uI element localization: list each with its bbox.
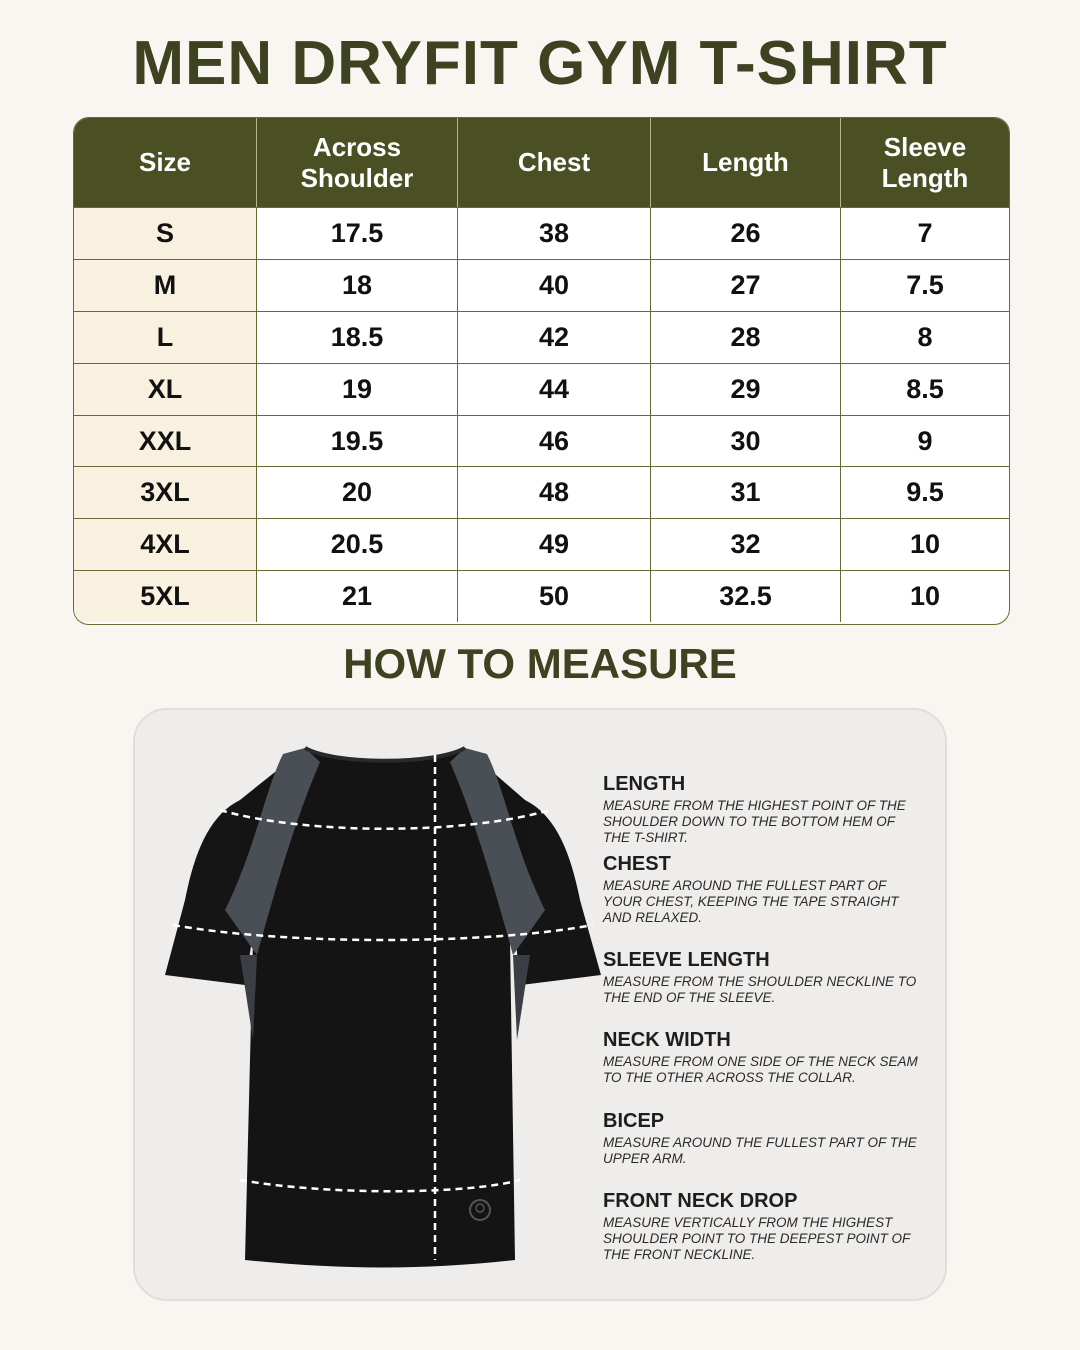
- cell-sleeve-length: 10: [909, 581, 941, 612]
- t-shirt-illustration: [165, 740, 605, 1270]
- cell-size: 3XL: [74, 467, 257, 518]
- cell-length: 32: [651, 519, 841, 570]
- cell-sleeve-length: 8: [917, 321, 933, 352]
- measure-item-front-neck-drop: [603, 1189, 923, 1263]
- cell-chest: 42: [458, 312, 651, 363]
- measure-desc: MEASURE FROM THE SHOULDER NECKLINE TO THE END OF THE SLEEVE.: [603, 974, 917, 1005]
- measure-item-neck-width: [603, 1028, 923, 1086]
- measure-item-bicep: [603, 1109, 923, 1167]
- cell-chest: 44: [458, 364, 651, 415]
- cell-chest: 49: [458, 519, 651, 570]
- cell-across-shoulder: 20.5: [257, 519, 458, 570]
- cell-across-shoulder: 17.5: [257, 208, 458, 259]
- measure-desc: MEASURE VERTICALLY FROM THE HIGHEST SHOULDER POINT TO THE DEEPEST POINT OF THE FRONT NECKLINE.: [603, 1215, 911, 1262]
- cell-length: 31: [651, 467, 841, 518]
- table-row: [74, 363, 1009, 415]
- cell-length: 32.5: [651, 571, 841, 622]
- cell-chest: 40: [458, 260, 651, 311]
- measure-desc: MEASURE AROUND THE FULLEST PART OF THE UPPER ARM.: [603, 1135, 917, 1166]
- table-row: [74, 259, 1009, 311]
- cell-sleeve-length: 8.5: [906, 373, 944, 404]
- table-row: [74, 518, 1009, 570]
- cell-length: 26: [651, 208, 841, 259]
- cell-size: 5XL: [74, 571, 257, 622]
- cell-sleeve-length: 9: [917, 425, 933, 456]
- how-to-measure-title: HOW TO MEASURE: [343, 640, 737, 687]
- cell-sleeve-length: 7.5: [906, 269, 944, 300]
- table-row: [74, 415, 1009, 467]
- cell-size: XXL: [74, 416, 257, 467]
- measure-heading: LENGTH: [603, 773, 686, 795]
- measure-heading: CHEST: [603, 853, 671, 875]
- cell-size: L: [74, 312, 257, 363]
- measure-item-sleeve-length: [603, 948, 923, 1006]
- cell-length: 29: [651, 364, 841, 415]
- measure-item-chest: [603, 852, 923, 926]
- cell-chest: 50: [458, 571, 651, 622]
- cell-chest: 46: [458, 416, 651, 467]
- measure-heading: NECK WIDTH: [603, 1029, 731, 1051]
- measure-heading: BICEP: [603, 1110, 665, 1132]
- measure-panel: [133, 708, 947, 1301]
- measure-desc: MEASURE FROM ONE SIDE OF THE NECK SEAM TO THE OTHER ACROSS THE COLLAR.: [603, 1054, 918, 1085]
- measure-desc: MEASURE FROM THE HIGHEST POINT OF THE SHOULDER DOWN TO THE BOTTOM HEM OF THE T-SHIRT.: [603, 798, 906, 845]
- cell-size: 4XL: [74, 519, 257, 570]
- header-sleeve-length-label: Sleeve Length: [881, 131, 969, 193]
- cell-across-shoulder: 18: [257, 260, 458, 311]
- cell-sleeve-length: 10: [909, 529, 941, 560]
- header-length: Length: [651, 118, 841, 207]
- page-title: MEN DRYFIT GYM T-SHIRT: [132, 29, 948, 98]
- cell-length: 28: [651, 312, 841, 363]
- header-across-shoulder: [257, 118, 458, 207]
- measure-item-length: [603, 772, 923, 846]
- cell-chest: 38: [458, 208, 651, 259]
- cell-across-shoulder: 19: [257, 364, 458, 415]
- table-row: [74, 570, 1009, 622]
- cell-across-shoulder: 18.5: [257, 312, 458, 363]
- table-row: [74, 207, 1009, 259]
- size-chart-table: [73, 117, 1010, 625]
- measure-desc: MEASURE AROUND THE FULLEST PART OF YOUR CHEST, KEEPING THE TAPE STRAIGHT AND RELAXED.: [603, 878, 899, 925]
- table-row: [74, 466, 1009, 518]
- cell-across-shoulder: 19.5: [257, 416, 458, 467]
- cell-sleeve-length: 9.5: [906, 477, 944, 508]
- header-across-shoulder-label: Across Shoulder: [300, 131, 414, 193]
- cell-chest: 48: [458, 467, 651, 518]
- cell-length: 30: [651, 416, 841, 467]
- cell-across-shoulder: 20: [257, 467, 458, 518]
- cell-size: XL: [74, 364, 257, 415]
- cell-across-shoulder: 21: [257, 571, 458, 622]
- cell-size: M: [74, 260, 257, 311]
- measure-heading: FRONT NECK DROP: [603, 1190, 798, 1212]
- table-row: [74, 311, 1009, 363]
- header-chest: Chest: [458, 118, 651, 207]
- cell-size: S: [74, 208, 257, 259]
- measure-heading: SLEEVE LENGTH: [603, 949, 770, 971]
- header-sleeve-length: [841, 118, 1009, 207]
- cell-sleeve-length: 7: [917, 217, 933, 248]
- cell-length: 27: [651, 260, 841, 311]
- header-size: Size: [74, 118, 257, 207]
- table-header-row: [74, 118, 1009, 207]
- table-body: [74, 207, 1009, 622]
